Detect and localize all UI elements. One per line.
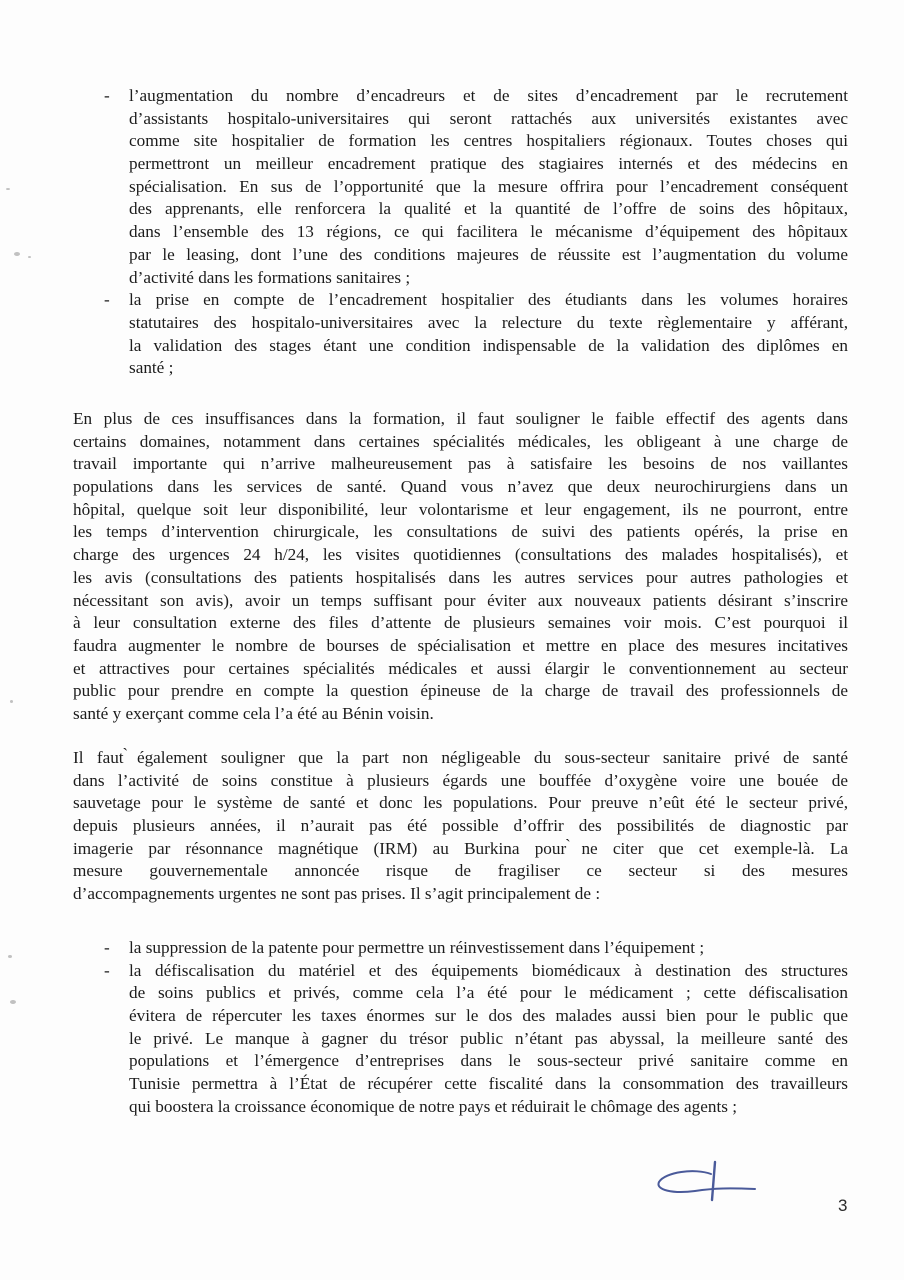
bullet-item (104, 937, 848, 960)
text-line: évitera de répercuter les taxes énormes sur le dos des malades aussi bien pour le public que (129, 1006, 848, 1026)
page-number: 3 (838, 1196, 848, 1215)
bullet-list-bottom (104, 937, 848, 1119)
text-line: la suppression de la patente pour permettre un réinvestissement dans l’équipement ; (129, 938, 705, 957)
text-line: qui boostera la croissance économique de notre pays et réduirait le chômage des agents ; (129, 1096, 738, 1116)
text-line: hôpital, quelque soit leur disponibilité, leur volontarisme et leur engagement, ils ne pourront, entre (73, 499, 848, 519)
text-line: d’accompagnements urgentes ne sont pas prises. Il s’agit principalement de : (73, 884, 601, 904)
text-line: statutaires des hospitalo-universitaires avec la relecture du texte règlementaire y afférant, (129, 312, 848, 332)
text-line: des apprenants, elle renforcera la qualité et la quantité de l’offre de soins des hôpitaux, (129, 199, 848, 219)
text-line: sauvetage pour le système de santé et donc les populations. Pour preuve n’eût été le secteur privé, (73, 793, 848, 813)
text-line: spécialisation. En sus de l’opportunité que la mesure offrira pour l’encadrement conséquent (129, 176, 848, 196)
handwritten-signature (655, 1158, 765, 1218)
text-line: le privé. Le manque à gagner du trésor public n’étant pas abyssal, la meilleure santé des (129, 1028, 848, 1048)
bullet-item (104, 85, 848, 289)
text-line: de soins publics et privés, comme cela l’a été pour le médicament ; cette défiscalisation (129, 983, 848, 1003)
scan-speck (14, 252, 20, 256)
text-line: santé ; (129, 358, 174, 378)
bullet-dash: - (104, 960, 110, 980)
text-line: la prise en compte de l’encadrement hospitalier des étudiants dans les volumes horaires (129, 290, 848, 310)
text-line: d’activité dans les formations sanitaires ; (129, 267, 411, 287)
text-line: mesure gouvernementale annoncée risque de fragiliser ce secteur si des mesures (73, 861, 848, 881)
scan-speck (28, 256, 31, 258)
text-line: dans l’ensemble des 13 régions, ce qui facilitera le mécanisme d’équipement des hôpitaux (129, 222, 848, 242)
text-line: populations dans les services de santé. Quand vous n’avez que deux neurochirurgiens dans un (73, 477, 848, 497)
text-line: dans l’activité de soins constitue à plusieurs égards une bouffée d’oxygène voire une bouée de (73, 770, 848, 790)
text-line: d’assistants hospitalo-universitaires qui seront rattachés aux universités existantes avec (129, 108, 848, 128)
text-line: santé y exerçant comme cela l’a été au Bénin voisin. (73, 703, 434, 723)
scan-speck (10, 700, 13, 703)
bullet-item (104, 289, 848, 380)
text-line: Il faut ̀également souligner que la part non négligeable du sous-secteur sanitaire privé de santé (73, 748, 848, 767)
scan-speck (10, 1000, 16, 1004)
paragraph-workforce (73, 408, 848, 726)
text-line: à leur consultation externe des files d’attente de plusieurs semaines voir mois. C’est pourquoi il (73, 613, 848, 633)
text-line: Tunisie permettra à l’État de récupérer cette fiscalité dans la consommation des travailleurs (129, 1074, 848, 1094)
text-line: les avis (consultations des patients hospitalisés dans les autres services pour autres pathologies et (73, 567, 848, 587)
bullet-dash: - (104, 290, 110, 310)
bullet-dash: - (104, 938, 110, 957)
text-line: les temps d’intervention chirurgicale, les consultations de suivi des patients opérés, la prise en (73, 522, 848, 542)
text-line: la validation des stages étant une condition indispensable de la validation des diplômes en (129, 335, 848, 355)
bullet-dash: - (104, 86, 110, 105)
text-line: certains domaines, notamment dans certaines spécialités médicales, les obligeant à une charge de (73, 431, 848, 451)
text-line: charge des urgences 24 h/24, les visites quotidiennes (consultations des malades hospitalisés), et (73, 545, 848, 565)
text-line: permettront un meilleur encadrement pratique des stagiaires internés et des médecins en (129, 154, 848, 174)
text-line: nécessitant son avis), avoir un temps suffisant pour éviter aux nouveaux patients désirant s’inscrire (73, 590, 848, 610)
text-line: et attractives pour certaines spécialités médicales et aussi élargir le conventionnement au secteur (73, 658, 848, 678)
text-line: public pour prendre en compte la question épineuse de la charge de travail des professionnels de (73, 681, 848, 701)
scan-speck (6, 188, 10, 190)
text-line: comme site hospitalier de formation les centres hospitaliers régionaux. Toutes choses qui (129, 131, 848, 151)
text-line: depuis plusieurs années, il n’aurait pas été possible d’offrir des possibilités de diagnostic par (73, 816, 848, 836)
text-line: En plus de ces insuffisances dans la formation, il faut souligner le faible effectif des agents dans (73, 409, 848, 428)
paragraph-private-sector (73, 747, 848, 906)
text-line: travail importante qui n’arrive malheureusement pas à satisfaire les besoins de nos vaillantes (73, 454, 848, 474)
text-line: populations et l’émergence d’entreprises dans le sous-secteur privé sanitaire comme en (129, 1051, 848, 1071)
text-line: imagerie par résonnance magnétique (IRM) au Burkina pour ̀ne citer que cet exemple-là. La (73, 838, 848, 858)
scan-speck (8, 955, 12, 958)
bullet-item (104, 960, 848, 1119)
text-line: l’augmentation du nombre d’encadreurs et de sites d’encadrement par le recrutement (129, 86, 848, 105)
text-line: la défiscalisation du matériel et des équipements biomédicaux à destination des structures (129, 960, 848, 980)
bullet-list-top (104, 85, 848, 380)
text-line: faudra augmenter le nombre de bourses de spécialisation et mettre en place des mesures incitatives (73, 635, 848, 655)
text-line: par le leasing, dont l’une des conditions majeures de réussite est l’augmentation du volume (129, 244, 848, 264)
